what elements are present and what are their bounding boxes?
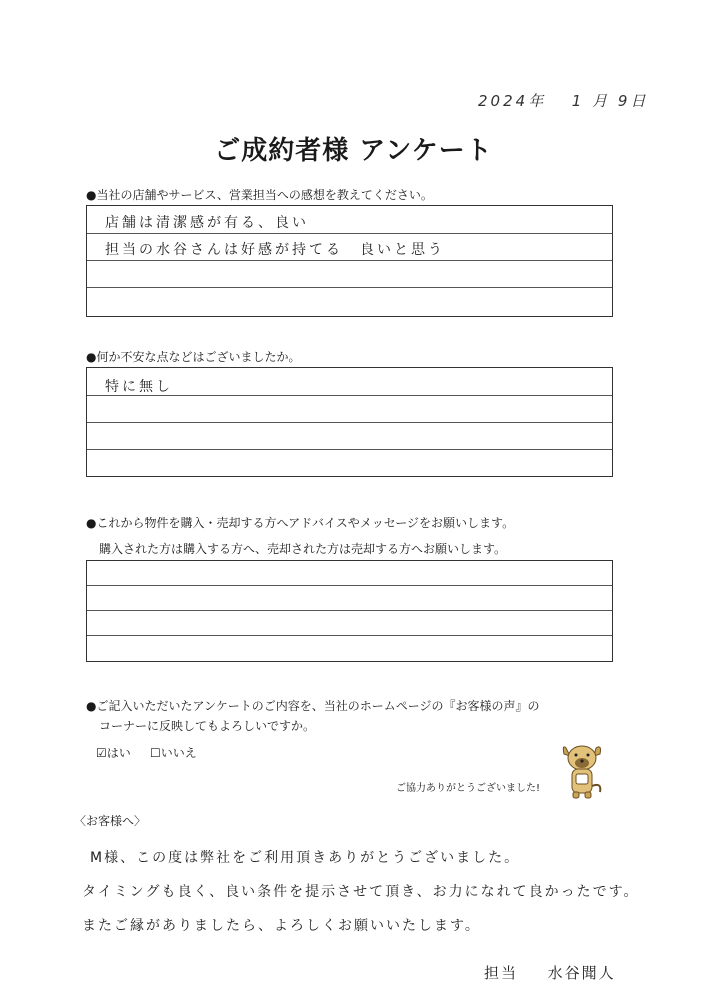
question-3-sublabel: 購入された方は購入する方へ、売却された方は売却する方へお願いします。 — [99, 542, 507, 556]
option-yes-label: はい — [106, 746, 131, 760]
question-1-label: ●当社の店舗やサービス、営業担当への感想を教えてください。 — [86, 188, 433, 202]
date-month: 1 — [571, 92, 585, 110]
date-day-unit: 日 — [630, 92, 649, 110]
option-yes[interactable] — [96, 744, 131, 761]
date — [478, 90, 648, 111]
ruled-line — [87, 449, 612, 450]
option-no[interactable] — [150, 744, 197, 761]
date-day: 9 — [617, 92, 631, 110]
date-month-unit: 月 — [592, 92, 611, 110]
question-4-label: ●ご記入いただいたアンケートのご内容を、当社のホームページの『お客様の声』の — [86, 699, 540, 713]
dog-mascot-icon — [560, 742, 604, 802]
answer-2-line-1: 特に無し — [105, 379, 173, 395]
ruled-line — [87, 233, 612, 234]
thanks-message: ご協力ありがとうございました! — [396, 783, 541, 794]
checkbox-checked-icon: ☑ — [96, 746, 107, 760]
question-2-label: ●何か不安な点などはございましたか。 — [86, 350, 301, 364]
customer-section-heading: 〈お客様へ〉 — [74, 814, 147, 828]
page-title: ご成約者様 アンケート — [214, 136, 493, 166]
date-year: 2024 — [478, 92, 529, 110]
question-3-label: ●これから物件を購入・売却する方へアドバイスやメッセージをお願いします。 — [86, 516, 515, 530]
answer-box-3 — [86, 560, 613, 662]
customer-message-line-3: またご縁がありましたら、よろしくお願いいたします。 — [82, 918, 481, 934]
customer-message-line-1: M様、この度は弊社をご利用頂きありがとうございました。 — [90, 850, 521, 866]
signature-role: 担当 — [484, 964, 519, 982]
signature — [484, 962, 616, 983]
signature-name: 水谷聞人 — [547, 964, 616, 982]
ruled-line — [87, 635, 612, 636]
option-no-label: いいえ — [160, 746, 197, 760]
customer-message-line-2: タイミングも良く、良い条件を提示させて頂き、お力になれて良かったです。 — [82, 884, 640, 900]
answer-1-line-1: 店舗は清潔感が有る、良い — [105, 215, 309, 231]
answer-box-1 — [86, 205, 613, 317]
ruled-line — [87, 585, 612, 586]
checkbox-unchecked-icon: ☐ — [150, 746, 161, 760]
ruled-line — [87, 422, 612, 423]
ruled-line — [87, 287, 612, 288]
answer-1-line-2: 担当の水谷さんは好感が持てる 良いと思う — [105, 242, 445, 258]
ruled-line — [87, 610, 612, 611]
question-4-sublabel: コーナーに反映してもよろしいですか。 — [99, 719, 316, 733]
ruled-line — [87, 260, 612, 261]
answer-box-2 — [86, 367, 613, 477]
date-year-unit: 年 — [528, 92, 547, 110]
